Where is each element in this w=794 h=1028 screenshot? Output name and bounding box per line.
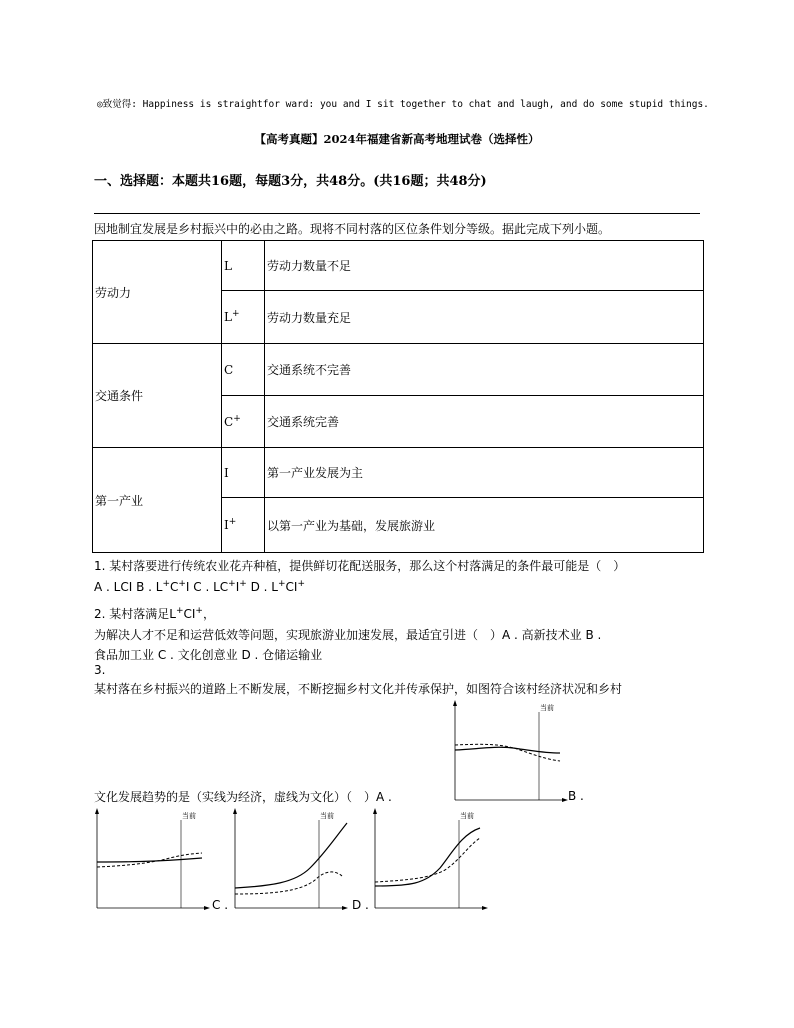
table-code: I (222, 448, 265, 498)
q2-line2: 为解决人才不足和运营低效等问题，实现旅游业加速发展，最适宜引进（ ）A . 高新技术业 B . (94, 628, 602, 642)
x-axis-arrow (482, 906, 488, 910)
current-label: 当前 (182, 812, 196, 820)
table-desc: 劳动力数量充足 (265, 291, 704, 344)
table-desc: 以第一产业为基础，发展旅游业 (265, 498, 704, 553)
q1-options: A . LCI B . L+C+I C . LC+I+ D . L+CI+ (94, 579, 306, 594)
table-category: 劳动力 (93, 241, 222, 344)
economy-line (235, 823, 347, 888)
q3-number: 3. (94, 663, 106, 677)
grade-table (92, 240, 704, 553)
y-axis-arrow (233, 808, 237, 814)
paper-title: 【高考真题】2024年福建省新高考地理试卷（选择性） (254, 132, 540, 146)
table-category: 第一产业 (93, 448, 222, 553)
x-axis-arrow (562, 798, 568, 802)
table-category: 交通条件 (93, 344, 222, 448)
chart-a (450, 700, 570, 804)
culture-line (375, 838, 480, 882)
current-label: 当前 (460, 812, 474, 820)
q2-line1: 2. 某村落满足L+CI+， (94, 606, 215, 621)
table-desc: 劳动力数量不足 (265, 241, 704, 291)
economy-line (375, 828, 480, 886)
table-code: L (222, 241, 265, 291)
header-quote: ◎致觉得: Happiness is straightfor ward: you and I sit together to chat and laugh, and do some stupid things. (97, 99, 709, 110)
table-row (93, 241, 704, 291)
culture-line (97, 853, 202, 867)
current-label: 当前 (320, 812, 334, 820)
table-row (93, 448, 704, 498)
x-axis-arrow (342, 906, 348, 910)
table-desc: 第一产业发展为主 (265, 448, 704, 498)
x-axis-arrow (204, 906, 210, 910)
y-axis-arrow (453, 700, 457, 706)
y-axis-arrow (95, 808, 99, 814)
chart-d (370, 808, 490, 912)
q2-line3: 食品加工业 C . 文化创意业 D . 仓储运输业 (94, 648, 323, 662)
table-row (93, 344, 704, 396)
current-label: 当前 (540, 704, 554, 712)
table-code: C+ (222, 396, 265, 448)
option-c-label: C . (212, 898, 229, 912)
y-axis-arrow (373, 808, 377, 814)
table-desc: 交通系统不完善 (265, 344, 704, 396)
q3-line2: 文化发展趋势的是（实线为经济，虚线为文化）（ ）A . (94, 790, 392, 804)
economy-line (455, 747, 560, 753)
culture-line (235, 872, 342, 894)
chart-c (230, 808, 350, 912)
chart-b (92, 808, 212, 912)
table-desc: 交通系统完善 (265, 396, 704, 448)
q3-line1: 某村落在乡村振兴的道路上不断发展，不断挖掘乡村文化并传承保护，如图符合该村经济状况和乡村 (94, 682, 623, 696)
section-heading: 一、选择题：本题共16题，每题3分，共48分。(共16题；共48分) (94, 174, 487, 189)
divider-rule (94, 213, 700, 214)
intro-text: 因地制宜发展是乡村振兴中的必由之路。现将不同村落的区位条件划分等级。据此完成下列小题。 (94, 222, 611, 236)
table-code: C (222, 344, 265, 396)
option-b-label: B . (568, 789, 584, 803)
q1-stem: 1. 某村落要进行传统农业花卉种植，提供鲜切花配送服务，那么这个村落满足的条件最可能是（ ） (94, 559, 626, 573)
table-code: L+ (222, 291, 265, 344)
economy-line (97, 858, 202, 862)
option-d-label: D . (352, 898, 369, 912)
table-code: I+ (222, 498, 265, 553)
